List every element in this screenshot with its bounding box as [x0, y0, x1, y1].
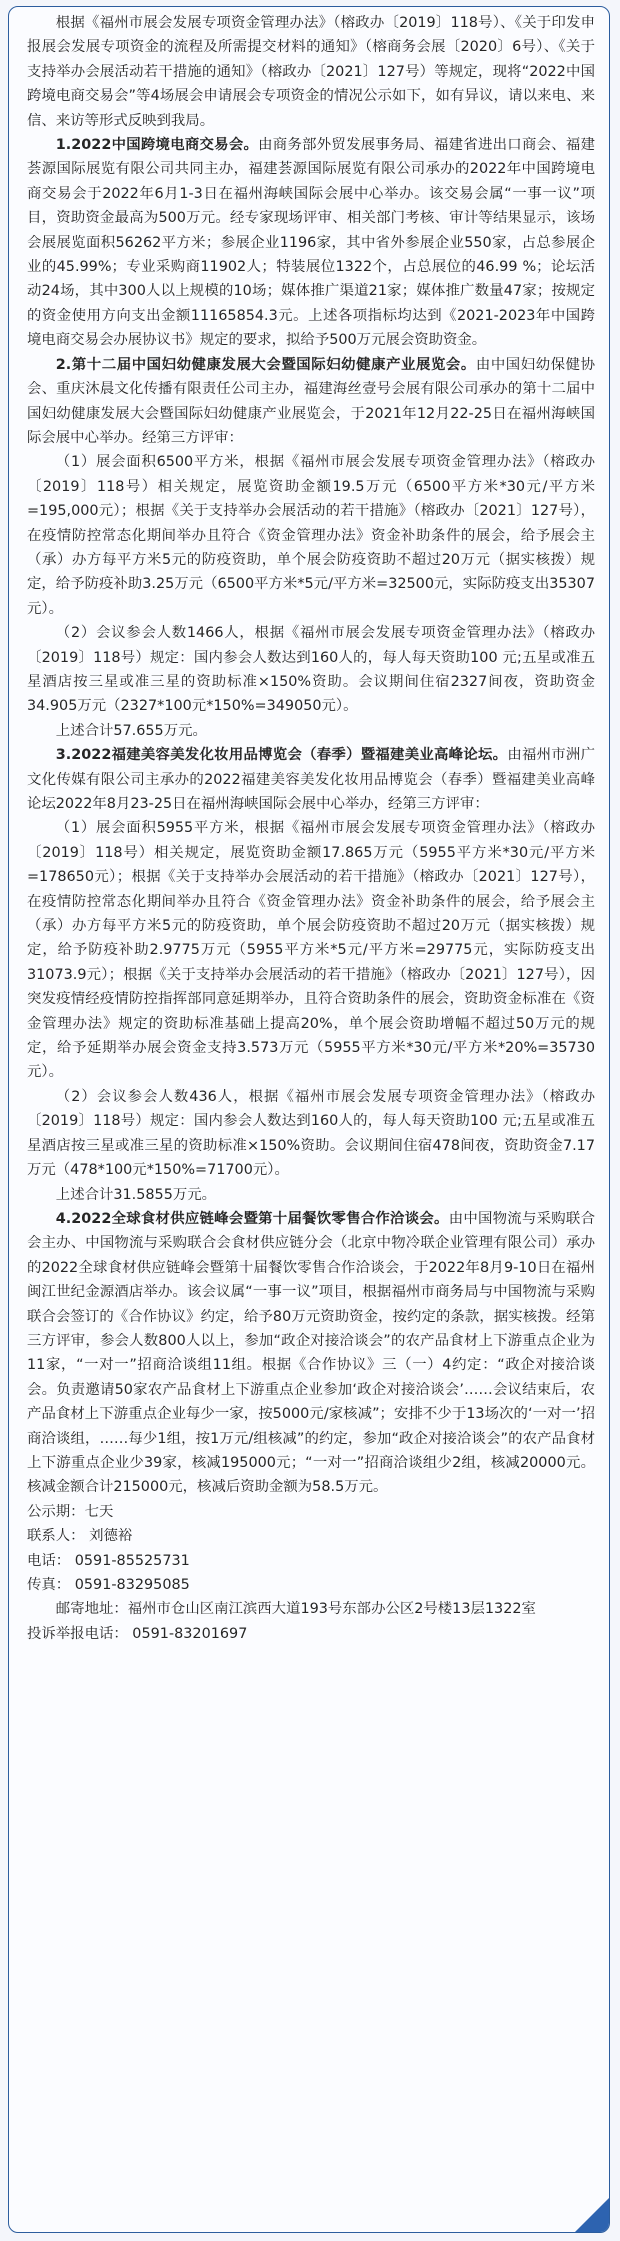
- section-4-body: 由中国物流与采购联合会主办、中国物流与采购联合会食材供应链分会（北京中物冷联企业管理有限公司）承办的2022全球食材供应链峰会暨第十届餐饮零售合作洽谈会，于2022年8月9-10日在福州闽江世纪金源酒店举办。该会议属“一事一议”项目，根据福州市商务局与中国物流与采购联合会签订的《合作协议》约定，给予80万元资助资金，按约定的条款，据实核拨。经第三方评审，参会人数800人以上，参加“政企对接洽谈会”的农产品食材上下游重点企业为11家，“一对一”招商洽谈组11组。根据《合作协议》三（一）4约定：“政企对接洽谈会。负责邀请50家农产品食材上下游重点企业参加‘政企对接洽谈会’……会议结束后，农产品食材上下游重点企业每少一家，按5000元/家核减”；安排不少于13场次的‘一对一’招商洽谈组，……每少1组，按1万元/组核减”的约定，参加“政企对接洽谈会”的农产品食材上下游重点企业少39家，核减195000元；“一对一”招商洽谈组少2组，核减20000元。核减金额合计215000元，核减后资助金额为58.5万元。: [27, 1210, 595, 1496]
- section-2-total: 上述合计57.655万元。: [55, 722, 207, 739]
- contact-phone: 电话： 0591-85525731: [27, 1552, 190, 1569]
- section-3-item-2: （2）会议参会人数436人，根据《福州市展会发展专项资金管理办法》（榕政办〔2019〕118号）规定：国内参会人数达到160人的，每人每天资助100 元;五星或准五星酒店按三星或准三星的资助标准×150%资助。会议期间住宿478间夜，资助资金7.17万元（478*100元*150%=71700元）。: [27, 1088, 595, 1179]
- section-3: [27, 743, 595, 816]
- section-1: [27, 133, 595, 353]
- notice-content: [9, 7, 609, 1646]
- section-3-item-1: （1）展会面积5955平方米，根据《福州市展会发展专项资金管理办法》（榕政办〔2019〕118号）相关规定，展览资助金额17.865万元（5955平方米*30元/平方米=178650元）；根据《关于支持举办会展活动的若干措施》（榕政办〔2021〕127号），在疫情防控常态化期间举办且符合《资金管理办法》资金补助条件的展会，给予展会主（承）办方每平方米5元的防疫资助，单个展会防疫资助不超过20万元（据实核拨）规定，给予防疫补助2.9775万元（5955平方米*5元/平方米=29775元，实际防疫支出31073.9元）；根据《关于支持举办会展活动的若干措施》（榕政办〔2021〕127号），因突发疫情经疫情防控指挥部同意延期举办，且符合资助条件的展会，资助资金标准在《资金管理办法》规定的资助标准基础上提高20%，单个展会资助增幅不超过50万元的规定，给予延期举办展会资金支持3.573万元（5955平方米*30元/平方米*20%=35730元）。: [27, 820, 595, 1081]
- notice-card: [8, 6, 610, 2233]
- section-2: [27, 353, 595, 451]
- mailing-address: 邮寄地址：福州市仓山区南江滨西大道193号东部办公区2号楼13层1322室: [55, 1601, 536, 1618]
- section-3-heading: 3.2022福建美容美发化妆用品博览会（春季）暨福建美业高峰论坛。: [55, 747, 508, 764]
- section-1-body: 由商务部外贸发展事务局、福建省进出口商会、福建荟源国际展览有限公司共同主办，福建荟源国际展览有限公司承办的2022年中国跨境电商交易会于2022年6月1-3日在福州海峡国际会展中心举办。该交易会属“一事一议”项目，资助资金最高为500万元。经专家现场评审、相关部门考核、审计等结果显示，该场会展展览面积56262平方米；参展企业1196家，其中省外参展企业550家，占总参展企业的45.99%；专业采购商11902人；特装展位1322个，占总展位的46.99 %；论坛活动24场，其中300人以上规模的10场；媒体推广渠道21家；媒体推广数量47家；按规定的资金使用方向支出金额11165854.3元。上述各项指标均达到《2021-2023年中国跨境电商交易会办展协议书》规定的要求，拟给予500万元展会资助资金。: [27, 137, 595, 349]
- contact-person: 联系人： 刘德裕: [27, 1528, 133, 1545]
- section-2-heading: 2.第十二届中国妇幼健康发展大会暨国际妇幼健康产业展览会。: [55, 356, 476, 373]
- section-2-item-1: （1）展会面积6500平方米，根据《福州市展会发展专项资金管理办法》（榕政办〔2019〕118号）相关规定，展览资助金额19.5万元（6500平方米*30元/平方米=195,000元）；根据《关于支持举办会展活动的若干措施》（榕政办〔2021〕127号），在疫情防控常态化期间举办且符合《资金管理办法》资金补助条件的展会，给予展会主（承）办方每平方米5元的防疫资助，单个展会防疫资助不超过20万元（据实核拨）规定，给予防疫补助3.25万元（6500平方米*5元/平方米=32500元，实际防疫支出35307元）。: [27, 454, 595, 617]
- section-4: [27, 1207, 595, 1500]
- complaint-hotline: 投诉举报电话： 0591-83201697: [27, 1625, 248, 1642]
- section-4-heading: 4.2022全球食材供应链峰会暨第十届餐饮零售合作洽谈会。: [55, 1210, 449, 1227]
- publicity-period: 公示期：七天: [27, 1503, 114, 1520]
- contact-fax: 传真： 0591-83295085: [27, 1577, 190, 1593]
- section-2-body: 由中国妇幼保健协会、重庆沐晨文化传播有限责任公司主办，福建海丝壹号会展有限公司承办的第十二届中国妇幼健康发展大会暨国际妇幼健康产业展览会，于2021年12月22-25日在福州海峡国际会展中心举办。经第三方评审：: [27, 356, 595, 446]
- intro-paragraph: 根据《福州市展会发展专项资金管理办法》（榕政办〔2019〕118号）、《关于印发申报展会发展专项资金的流程及所需提交材料的通知》（榕商务会展〔2020〕6号）、《关于支持举办会展活动若干措施的通知》（榕政办〔2021〕127号）等规定，现将“2022中国跨境电商交易会”等4场展会申请展会专项资金的情况公示如下，如有异议，请以来电、来信、来访等形式反映到我局。: [27, 15, 595, 129]
- section-3-body: 由福州市洲广文化传媒有限公司主承办的2022福建美容美发化妆用品博览会（春季）暨福建美业高峰论坛2022年8月23-25日在福州海峡国际会展中心举办，经第三方评审：: [27, 747, 595, 812]
- section-1-heading: 1.2022中国跨境电商交易会。: [55, 137, 259, 154]
- section-3-total: 上述合计31.5855万元。: [55, 1186, 217, 1203]
- section-2-item-2: （2）会议参会人数1466人，根据《福州市展会发展专项资金管理办法》（榕政办〔2019〕118号）规定：国内参会人数达到160人的，每人每天资助100 元;五星或准五星酒店按三星或准三星的资助标准×150%资助。会议期间住宿2327间夜，资助资金34.905万元（2327*100元*150%=349050元）。: [27, 625, 595, 715]
